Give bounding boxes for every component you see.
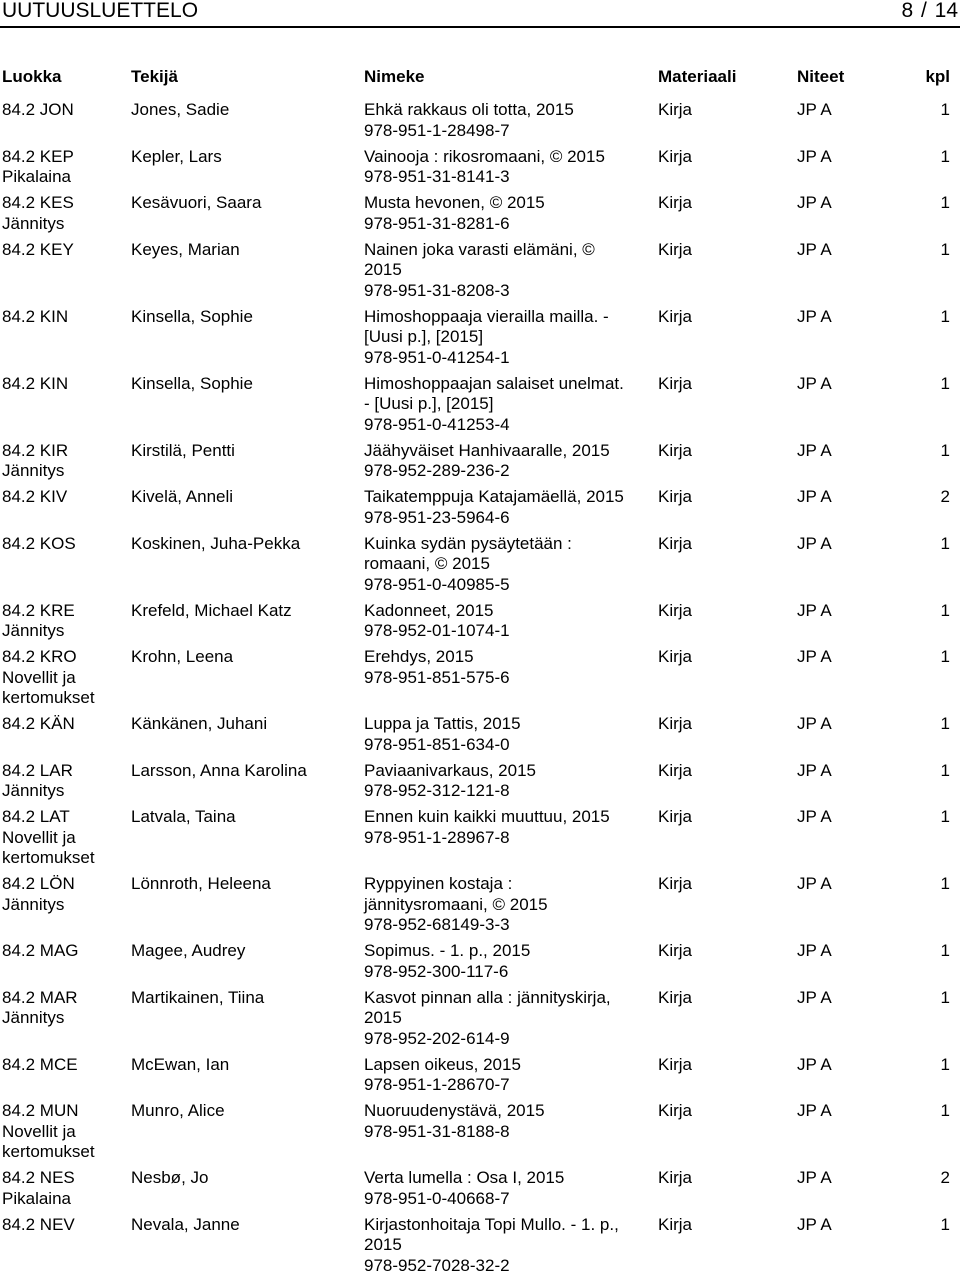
material-type: Kirja bbox=[658, 941, 693, 960]
material-type: Kirja bbox=[658, 100, 693, 119]
author: Kesävuori, Saara bbox=[131, 193, 262, 212]
author: Känkänen, Juhani bbox=[131, 714, 268, 733]
copies-location: JP A bbox=[797, 647, 832, 666]
copy-count: 1 bbox=[940, 1054, 950, 1074]
title-info-line: 978-952-01-1074-1 bbox=[364, 621, 510, 640]
class-code-line: 84.2 KRE bbox=[2, 600, 75, 620]
class-code-line: 84.2 MCE bbox=[2, 1054, 78, 1074]
copy-count: 1 bbox=[940, 100, 950, 119]
class-code-line: Jännitys bbox=[2, 461, 65, 480]
title-info bbox=[364, 1168, 652, 1209]
class-code-line: 84.2 LÖN bbox=[2, 874, 75, 893]
class-code-line: 84.2 KIN bbox=[2, 373, 69, 393]
copy-count: 1 bbox=[940, 440, 950, 460]
class-code-line: Novellit ja bbox=[2, 667, 76, 687]
header-rule bbox=[0, 26, 960, 28]
author: Kivelä, Anneli bbox=[131, 487, 234, 506]
catalog-row bbox=[0, 147, 960, 194]
class-code-line: Jännitys bbox=[2, 1008, 65, 1027]
class-code bbox=[2, 807, 122, 869]
title-info-line: Kirjastonhoitaja Topi Mullo. - 1. p., bbox=[364, 1214, 619, 1234]
catalog-row bbox=[0, 941, 960, 988]
class-code bbox=[2, 1101, 122, 1163]
document-title: UUTUUSLUETTELO bbox=[2, 0, 199, 22]
copy-count: 1 bbox=[940, 807, 950, 826]
catalog-row bbox=[0, 441, 960, 488]
title-info-line: 978-951-23-5964-6 bbox=[364, 507, 510, 527]
material-type: Kirja bbox=[658, 1101, 693, 1120]
title-info-line: - [Uusi p.], [2015] bbox=[364, 394, 494, 413]
title-info-line: Ryppyinen kostaja : bbox=[364, 874, 513, 893]
title-info bbox=[364, 1215, 652, 1277]
copy-count: 1 bbox=[940, 373, 950, 393]
material-type: Kirja bbox=[658, 239, 693, 259]
catalog-row bbox=[0, 714, 960, 761]
copies-location: JP A bbox=[797, 600, 832, 620]
title-info bbox=[364, 307, 652, 369]
material-type: Kirja bbox=[658, 1168, 693, 1187]
class-code bbox=[2, 1168, 122, 1209]
catalog-row bbox=[0, 1215, 960, 1282]
title-info bbox=[364, 601, 652, 642]
catalog-row bbox=[0, 534, 960, 601]
catalog-row bbox=[0, 100, 960, 147]
title-info-line: 978-951-31-8188-8 bbox=[364, 1121, 510, 1141]
material-type: Kirja bbox=[658, 1054, 693, 1074]
title-info-line: Kadonneet, 2015 bbox=[364, 600, 494, 620]
title-info-line: Ehkä rakkaus oli totta, 2015 bbox=[364, 100, 574, 119]
title-info-line: Erehdys, 2015 bbox=[364, 647, 474, 666]
column-header-tekija: Tekijä bbox=[131, 67, 178, 86]
material-type: Kirja bbox=[658, 193, 693, 212]
column-header-niteet: Niteet bbox=[797, 67, 845, 86]
material-type: Kirja bbox=[658, 987, 693, 1007]
title-info-line: Jäähyväiset Hanhivaaralle, 2015 bbox=[364, 440, 610, 460]
author: Magee, Audrey bbox=[131, 941, 246, 960]
class-code-line: 84.2 MAR bbox=[2, 987, 78, 1007]
title-info-line: 978-951-1-28498-7 bbox=[364, 120, 510, 140]
class-code bbox=[2, 647, 122, 709]
title-info-line: Taikatemppuja Katajamäellä, 2015 bbox=[364, 487, 624, 506]
class-code bbox=[2, 1055, 122, 1076]
title-info bbox=[364, 487, 652, 528]
class-code-line: 84.2 KÄN bbox=[2, 714, 75, 733]
catalog-row bbox=[0, 761, 960, 808]
copies-location: JP A bbox=[797, 373, 832, 393]
title-info-line: 978-952-7028-32-2 bbox=[364, 1255, 510, 1275]
title-info-line: Nainen joka varasti elämäni, © bbox=[364, 239, 595, 259]
page-header bbox=[0, 0, 960, 26]
title-info-line: Paviaanivarkaus, 2015 bbox=[364, 760, 537, 780]
copy-count: 1 bbox=[940, 146, 950, 166]
copies-location: JP A bbox=[797, 987, 832, 1007]
copy-count: 1 bbox=[940, 193, 950, 212]
copy-count: 1 bbox=[940, 760, 950, 780]
title-info-line: Vainooja : rikosromaani, © 2015 bbox=[364, 146, 605, 166]
copies-location: JP A bbox=[797, 941, 832, 960]
class-code bbox=[2, 601, 122, 642]
title-info-line: Ennen kuin kaikki muuttuu, 2015 bbox=[364, 807, 610, 826]
author: Latvala, Taina bbox=[131, 807, 236, 826]
title-info-line: Kuinka sydän pysäytetään : bbox=[364, 533, 572, 553]
class-code bbox=[2, 374, 122, 395]
copies-location: JP A bbox=[797, 714, 832, 733]
class-code-line: 84.2 KEY bbox=[2, 239, 74, 259]
class-code-line: 84.2 NEV bbox=[2, 1214, 75, 1234]
copy-count: 1 bbox=[940, 306, 950, 326]
class-code bbox=[2, 714, 122, 735]
class-code bbox=[2, 874, 122, 915]
copy-count: 1 bbox=[940, 1101, 950, 1120]
catalog-row bbox=[0, 601, 960, 648]
copies-location: JP A bbox=[797, 1101, 832, 1120]
material-type: Kirja bbox=[658, 487, 693, 506]
title-info-line: 978-951-31-8281-6 bbox=[364, 213, 510, 233]
class-code-line: 84.2 KRO bbox=[2, 647, 77, 666]
class-code-line: 84.2 LAT bbox=[2, 807, 70, 826]
author: Krefeld, Michael Katz bbox=[131, 600, 292, 620]
copies-location: JP A bbox=[797, 807, 832, 826]
class-code-line: kertomukset bbox=[2, 848, 95, 867]
title-info-line: 978-952-289-236-2 bbox=[364, 461, 510, 480]
catalog-row bbox=[0, 374, 960, 441]
title-info-line: 978-951-0-41254-1 bbox=[364, 347, 510, 367]
class-code-line: 84.2 KIN bbox=[2, 306, 69, 326]
title-info bbox=[364, 147, 652, 188]
copy-count: 1 bbox=[940, 874, 950, 893]
author: Kinsella, Sophie bbox=[131, 306, 253, 326]
copies-location: JP A bbox=[797, 1168, 832, 1187]
title-info-line: Kasvot pinnan alla : jännityskirja, bbox=[364, 987, 611, 1007]
title-info bbox=[364, 374, 652, 436]
author: Keyes, Marian bbox=[131, 239, 240, 259]
class-code bbox=[2, 100, 122, 121]
class-code-line: kertomukset bbox=[2, 1142, 95, 1161]
catalog-row bbox=[0, 1055, 960, 1102]
class-code-line: Jännitys bbox=[2, 781, 65, 800]
class-code-line: 84.2 LAR bbox=[2, 760, 73, 780]
title-info-line: 978-951-31-8141-3 bbox=[364, 167, 510, 186]
column-header-luokka: Luokka bbox=[2, 67, 62, 86]
material-type: Kirja bbox=[658, 373, 693, 393]
title-info-line: 978-951-1-28967-8 bbox=[364, 827, 510, 847]
class-code-line: Novellit ja bbox=[2, 827, 76, 847]
copy-count: 1 bbox=[940, 1214, 950, 1234]
title-info-line: 978-952-202-614-9 bbox=[364, 1028, 510, 1048]
catalog-row bbox=[0, 307, 960, 374]
title-info-line: 978-951-31-8208-3 bbox=[364, 280, 510, 300]
copy-count: 2 bbox=[940, 487, 950, 506]
material-type: Kirja bbox=[658, 874, 693, 893]
author: Larsson, Anna Karolina bbox=[131, 760, 307, 780]
title-info-line: Verta lumella : Osa I, 2015 bbox=[364, 1168, 565, 1187]
copies-location: JP A bbox=[797, 100, 832, 119]
material-type: Kirja bbox=[658, 760, 693, 780]
catalog-row bbox=[0, 988, 960, 1055]
title-info bbox=[364, 1101, 652, 1142]
title-info-line: 978-952-68149-3-3 bbox=[364, 915, 510, 934]
copies-location: JP A bbox=[797, 1214, 832, 1234]
class-code bbox=[2, 761, 122, 802]
column-header-materiaali: Materiaali bbox=[658, 67, 737, 86]
title-info-line: Luppa ja Tattis, 2015 bbox=[364, 714, 521, 733]
catalog-list bbox=[0, 100, 960, 1282]
title-info bbox=[364, 647, 652, 688]
class-code-line: 84.2 KIR bbox=[2, 440, 69, 460]
author: Munro, Alice bbox=[131, 1101, 225, 1120]
class-code bbox=[2, 941, 122, 962]
material-type: Kirja bbox=[658, 533, 693, 553]
title-info bbox=[364, 941, 652, 982]
copy-count: 1 bbox=[940, 941, 950, 960]
class-code-line: 84.2 MAG bbox=[2, 941, 79, 960]
class-code-line: 84.2 KES bbox=[2, 193, 74, 212]
title-info bbox=[364, 534, 652, 596]
class-code-line: 84.2 JON bbox=[2, 100, 74, 119]
title-info-line: Lapsen oikeus, 2015 bbox=[364, 1054, 521, 1074]
class-code bbox=[2, 307, 122, 328]
title-info-line: Sopimus. - 1. p., 2015 bbox=[364, 941, 531, 960]
title-info bbox=[364, 441, 652, 482]
title-info-line: 2015 bbox=[364, 260, 402, 279]
catalog-row bbox=[0, 807, 960, 874]
class-code-line: Pikalaina bbox=[2, 1188, 71, 1208]
copies-location: JP A bbox=[797, 306, 832, 326]
copies-location: JP A bbox=[797, 146, 832, 166]
column-headers bbox=[0, 66, 960, 88]
copies-location: JP A bbox=[797, 874, 832, 893]
catalog-row bbox=[0, 240, 960, 307]
copies-location: JP A bbox=[797, 760, 832, 780]
copy-count: 1 bbox=[940, 600, 950, 620]
copies-location: JP A bbox=[797, 1054, 832, 1074]
title-info-line: 978-951-851-575-6 bbox=[364, 667, 510, 687]
author: McEwan, Ian bbox=[131, 1054, 230, 1074]
copy-count: 1 bbox=[940, 647, 950, 666]
author: Martikainen, Tiina bbox=[131, 987, 265, 1007]
author: Jones, Sadie bbox=[131, 100, 230, 119]
class-code bbox=[2, 487, 122, 508]
copy-count: 1 bbox=[940, 987, 950, 1007]
title-info-line: 978-951-0-41253-4 bbox=[364, 414, 510, 434]
class-code bbox=[2, 240, 122, 261]
class-code-line: Jännitys bbox=[2, 621, 65, 640]
title-info-line: 978-951-0-40985-5 bbox=[364, 574, 510, 594]
title-info-line: 978-951-851-634-0 bbox=[364, 734, 510, 754]
title-info-line: 978-951-1-28670-7 bbox=[364, 1075, 510, 1094]
class-code-line: Jännitys bbox=[2, 894, 65, 914]
class-code-line: 84.2 KIV bbox=[2, 487, 68, 506]
author: Nevala, Janne bbox=[131, 1214, 240, 1234]
catalog-row bbox=[0, 487, 960, 534]
title-info-line: 978-952-312-121-8 bbox=[364, 781, 510, 800]
title-info-line: Himoshoppaaja vierailla mailla. - bbox=[364, 306, 609, 326]
class-code-line: kertomukset bbox=[2, 688, 95, 707]
title-info-line: jännitysromaani, © 2015 bbox=[364, 894, 548, 914]
author: Kinsella, Sophie bbox=[131, 373, 253, 393]
title-info bbox=[364, 761, 652, 802]
title-info-line: Musta hevonen, © 2015 bbox=[364, 193, 545, 212]
copies-location: JP A bbox=[797, 440, 832, 460]
material-type: Kirja bbox=[658, 714, 693, 733]
author: Lönnroth, Heleena bbox=[131, 874, 271, 893]
column-header-nimeke: Nimeke bbox=[364, 67, 425, 86]
class-code-line: Pikalaina bbox=[2, 167, 71, 186]
title-info-line: 2015 bbox=[364, 1235, 402, 1254]
class-code-line: Jännitys bbox=[2, 213, 65, 233]
copy-count: 1 bbox=[940, 714, 950, 733]
column-header-kpl: kpl bbox=[925, 67, 950, 86]
class-code-line: 84.2 MUN bbox=[2, 1101, 79, 1120]
copies-location: JP A bbox=[797, 487, 832, 506]
class-code-line: Novellit ja bbox=[2, 1121, 76, 1141]
class-code bbox=[2, 1215, 122, 1236]
copy-count: 1 bbox=[940, 533, 950, 553]
copies-location: JP A bbox=[797, 533, 832, 553]
catalog-row bbox=[0, 1101, 960, 1168]
copies-location: JP A bbox=[797, 239, 832, 259]
title-info-line: 2015 bbox=[364, 1008, 402, 1027]
copy-count: 2 bbox=[940, 1168, 950, 1187]
title-info bbox=[364, 1055, 652, 1096]
title-info bbox=[364, 714, 652, 755]
material-type: Kirja bbox=[658, 440, 693, 460]
class-code-line: 84.2 NES bbox=[2, 1168, 75, 1187]
title-info bbox=[364, 240, 652, 302]
catalog-row bbox=[0, 647, 960, 714]
title-info bbox=[364, 193, 652, 234]
material-type: Kirja bbox=[658, 807, 693, 826]
title-info-line: 978-951-0-40668-7 bbox=[364, 1188, 510, 1208]
class-code bbox=[2, 193, 122, 234]
copies-location: JP A bbox=[797, 193, 832, 212]
title-info-line: Nuoruudenystävä, 2015 bbox=[364, 1101, 545, 1120]
catalog-row bbox=[0, 1168, 960, 1215]
title-info-line: romaani, © 2015 bbox=[364, 554, 490, 573]
class-code bbox=[2, 441, 122, 482]
page-number: 8 / 14 bbox=[901, 0, 958, 22]
class-code-line: 84.2 KOS bbox=[2, 533, 76, 553]
class-code-line: 84.2 KEP bbox=[2, 146, 74, 166]
title-info bbox=[364, 988, 652, 1050]
material-type: Kirja bbox=[658, 146, 693, 166]
title-info bbox=[364, 807, 652, 848]
title-info-line: Himoshoppaajan salaiset unelmat. bbox=[364, 373, 624, 393]
title-info bbox=[364, 100, 652, 141]
author: Nesbø, Jo bbox=[131, 1168, 209, 1187]
copy-count: 1 bbox=[940, 239, 950, 259]
material-type: Kirja bbox=[658, 600, 693, 620]
catalog-row bbox=[0, 874, 960, 941]
author: Krohn, Leena bbox=[131, 647, 234, 666]
class-code bbox=[2, 147, 122, 188]
class-code bbox=[2, 988, 122, 1029]
material-type: Kirja bbox=[658, 306, 693, 326]
class-code bbox=[2, 534, 122, 555]
author: Kirstilä, Pentti bbox=[131, 440, 235, 460]
author: Kepler, Lars bbox=[131, 146, 222, 166]
title-info-line: [Uusi p.], [2015] bbox=[364, 327, 484, 346]
title-info bbox=[364, 874, 652, 936]
author: Koskinen, Juha-Pekka bbox=[131, 533, 301, 553]
material-type: Kirja bbox=[658, 647, 693, 666]
catalog-row bbox=[0, 193, 960, 240]
material-type: Kirja bbox=[658, 1214, 693, 1234]
title-info-line: 978-952-300-117-6 bbox=[364, 961, 509, 981]
